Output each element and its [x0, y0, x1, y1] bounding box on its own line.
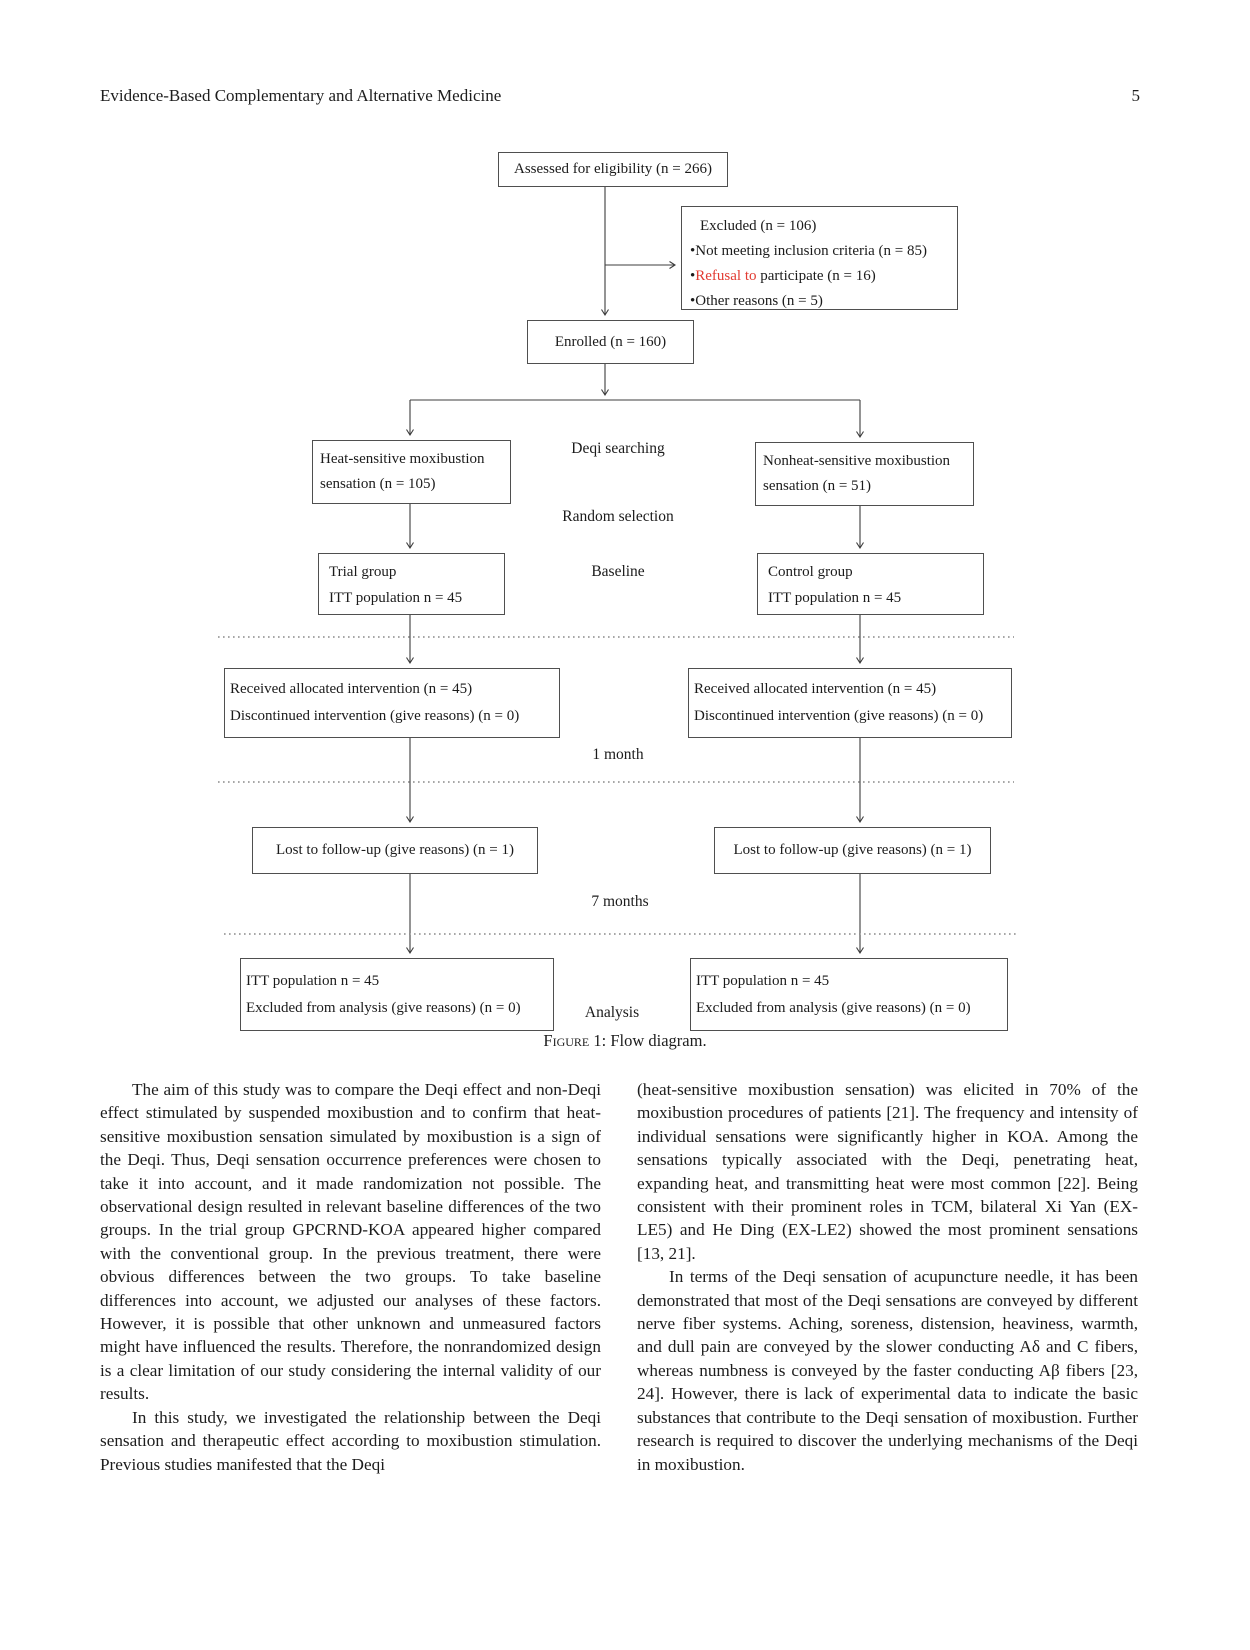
discontinued-line: Discontinued intervention (give reasons) (n = 0)	[694, 708, 984, 724]
excluded-analysis-line: Excluded from analysis (give reasons) (n = 0)	[696, 1000, 971, 1016]
trial-group-title: Trial group	[329, 564, 397, 580]
stage-label-deqi-searching: Deqi searching	[571, 440, 665, 457]
flow-box-heat-sensitive-label: Heat-sensitive moxibustion sensation (n = 105)	[320, 451, 485, 492]
trial-group-itt: ITT population n = 45	[329, 590, 463, 606]
stage-label-1-month: 1 month	[592, 746, 644, 763]
stage-label-7-months: 7 months	[591, 893, 649, 910]
control-group-title: Control group	[768, 564, 853, 580]
flow-box-received-right	[688, 668, 1012, 738]
discontinued-line: Discontinued intervention (give reasons) (n = 0)	[230, 708, 520, 724]
flow-box-lost-right	[714, 827, 991, 874]
journal-title: Evidence-Based Complementary and Alternative Medicine	[100, 86, 502, 105]
figure-caption-text: Flow diagram.	[610, 1031, 707, 1050]
left-column	[100, 1078, 601, 1476]
excluded-item-highlight: Refusal to	[695, 268, 757, 284]
flow-box-trial-group	[318, 553, 505, 615]
flow-box-lost-left	[252, 827, 538, 874]
stage-label-analysis: Analysis	[584, 1004, 640, 1021]
excluded-title: Excluded (n = 106)	[700, 218, 817, 234]
paragraph: In terms of the Deqi sensation of acupuncture needle, it has been demonstrated that most of the Deqi sensations are conveyed by different nerve fiber systems. Aching, soreness, distension, heaviness, warmth, and dull pain are conveyed by the slower conducting Aδ and C fibers, whereas numbness is conveyed by the faster conducting Aβ fibers [23, 24]. However, there is lack of experimental data to indicate the basic substances that contribute to the Deqi sensation of moxibustion. Further research is required to discover the underlying mechanisms of the Deqi in moxibustion.	[637, 1267, 1138, 1474]
paragraph: (heat-sensitive moxibustion sensation) was elicited in 70% of the moxibustion procedures of patients [21]. The frequency and intensity of individual sensations were significantly higher in KOA. Among the sensations typically associated with the Deqi, penetrating heat, expanding heat, and transmitting heat were most common [22]. Being consistent with their prominent roles in TCM, bilateral Xi Yan (EX-LE5) and He Ding (EX-LE2) showed the most prominent sensations [13, 21].	[637, 1080, 1138, 1263]
excluded-item	[690, 264, 949, 289]
lost-followup-label: Lost to follow-up (give reasons) (n = 1)	[276, 842, 514, 858]
paragraph: The aim of this study was to compare the Deqi effect and non-Deqi effect stimulated by suspended moxibustion and to confirm that heat-sensitive moxibustion sensation simulated by moxibustion is a sign of the Deqi. Thus, Deqi sensation occurrence preferences were chosen to take it into account, and it made randomization not possible. The observational design resulted in relevant baseline differences of the two groups. In the trial group GPCRND-KOA appeared higher compared with the conventional group. In the previous treatment, there were obvious differences between the two groups. To take baseline differences into account, we adjusted our analyses of these factors. However, it is possible that other unknown and unmeasured factors might have influenced the results. Therefore, the nonrandomized design is a clear limitation of our study considering the internal validity of our results.	[100, 1080, 601, 1404]
flow-box-itt-left	[240, 958, 554, 1031]
excluded-item-rest: participate (n = 16)	[756, 268, 876, 284]
page-header	[100, 86, 1140, 106]
flow-box-received-left	[224, 668, 560, 738]
control-group-itt: ITT population n = 45	[768, 590, 902, 606]
received-line: Received allocated intervention (n = 45)	[230, 681, 473, 697]
flow-box-enrolled	[527, 320, 694, 364]
itt-population-line: ITT population n = 45	[696, 973, 830, 989]
excluded-item: • Not meeting inclusion criteria (n = 85)	[690, 239, 949, 264]
flow-box-heat-sensitive	[312, 440, 511, 504]
flow-box-excluded	[681, 206, 958, 310]
flow-box-nonheat-sensitive-label: Nonheat-sensitive moxibustion sensation (n = 51)	[763, 453, 951, 494]
right-column	[637, 1078, 1138, 1476]
page-number: 5	[1131, 86, 1140, 105]
figure-caption-label: Figure 1:	[543, 1031, 607, 1050]
flow-box-itt-right	[690, 958, 1008, 1031]
lost-followup-label: Lost to follow-up (give reasons) (n = 1)	[733, 842, 972, 858]
received-line: Received allocated intervention (n = 45)	[694, 681, 937, 697]
itt-population-line: ITT population n = 45	[246, 973, 380, 989]
stage-label-random-selection: Random selection	[562, 508, 674, 525]
excluded-item: • Other reasons (n = 5)	[690, 289, 949, 314]
flow-box-control-group	[757, 553, 984, 615]
article-body	[100, 1078, 1138, 1476]
flow-box-assessed	[498, 152, 728, 187]
figure-caption	[0, 1031, 1250, 1051]
stage-label-baseline: Baseline	[591, 563, 645, 580]
flow-box-assessed-label: Assessed for eligibility (n = 266)	[513, 161, 713, 177]
paragraph: In this study, we investigated the relationship between the Deqi sensation and therapeutic effect according to moxibustion stimulation. Previous studies manifested that the Deqi	[100, 1407, 601, 1474]
flow-box-enrolled-label: Enrolled (n = 160)	[554, 333, 667, 350]
flow-box-nonheat-sensitive	[755, 442, 974, 506]
excluded-analysis-line: Excluded from analysis (give reasons) (n = 0)	[246, 1000, 521, 1016]
